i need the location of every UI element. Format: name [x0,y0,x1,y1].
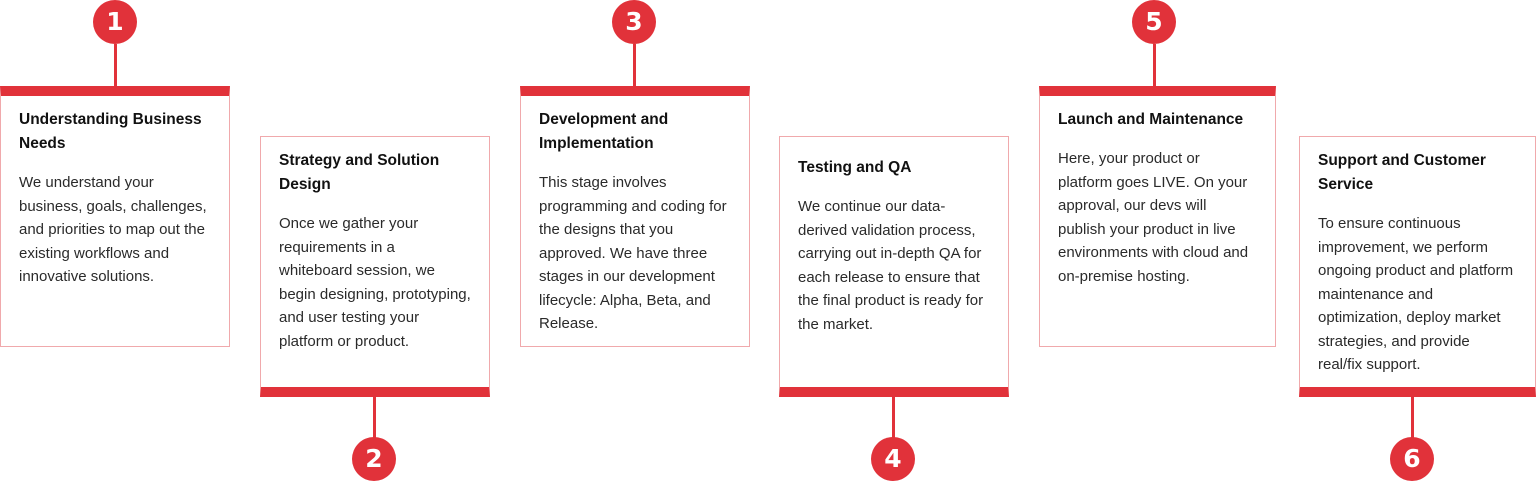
step-1-card [0,86,230,347]
step-3-number-badge: 3 [612,0,656,44]
step-5-card [1039,86,1276,347]
step-5-connector [1153,44,1156,87]
step-2-title: Strategy and Solution Design [279,152,440,193]
step-6-connector [1411,396,1414,438]
step-4-card [779,136,1009,397]
step-4-title: Testing and QA [798,159,912,176]
step-6-card [1299,136,1536,397]
step-5-description: Here, your product or platform goes LIVE. On your approval, our devs will publish your product in live environments with cloud and on-premise hosting. [1058,150,1249,285]
step-1-description: We understand your business, goals, challenges, and priorities to map out the existing workflows and innovative solutions. [19,174,207,285]
step-2-description: Once we gather your requirements in a whiteboard session, we begin designing, prototyping, and user testing your platform or product. [279,215,471,350]
step-6-number-badge: 6 [1390,437,1434,481]
step-2-card [260,136,490,397]
step-1-title: Understanding Business Needs [19,111,202,152]
step-6-title: Support and Customer Service [1318,152,1486,193]
step-5-number-badge: 5 [1132,0,1176,44]
step-4-description: We continue our data-derived validation process, carrying out in-depth QA for each release to ensure that the final product is ready for the market. [798,198,984,333]
step-2-connector [373,396,376,438]
step-4-connector [892,396,895,438]
step-2-number-badge: 2 [352,437,396,481]
step-3-description: This stage involves programming and coding for the designs that you approved. We have three stages in our development lifecycle: Alpha, Beta, and Release. [539,174,727,332]
step-1-connector [114,44,117,87]
step-6-description: To ensure continuous improvement, we perform ongoing product and platform maintenance and optimization, deploy market strategies, and provide real/fix support. [1318,215,1514,373]
step-5-title: Launch and Maintenance [1058,111,1244,128]
step-4-number-badge: 4 [871,437,915,481]
step-3-card [520,86,750,347]
step-3-title: Development and Implementation [539,111,669,152]
step-1-number-badge: 1 [93,0,137,44]
step-3-connector [633,44,636,87]
